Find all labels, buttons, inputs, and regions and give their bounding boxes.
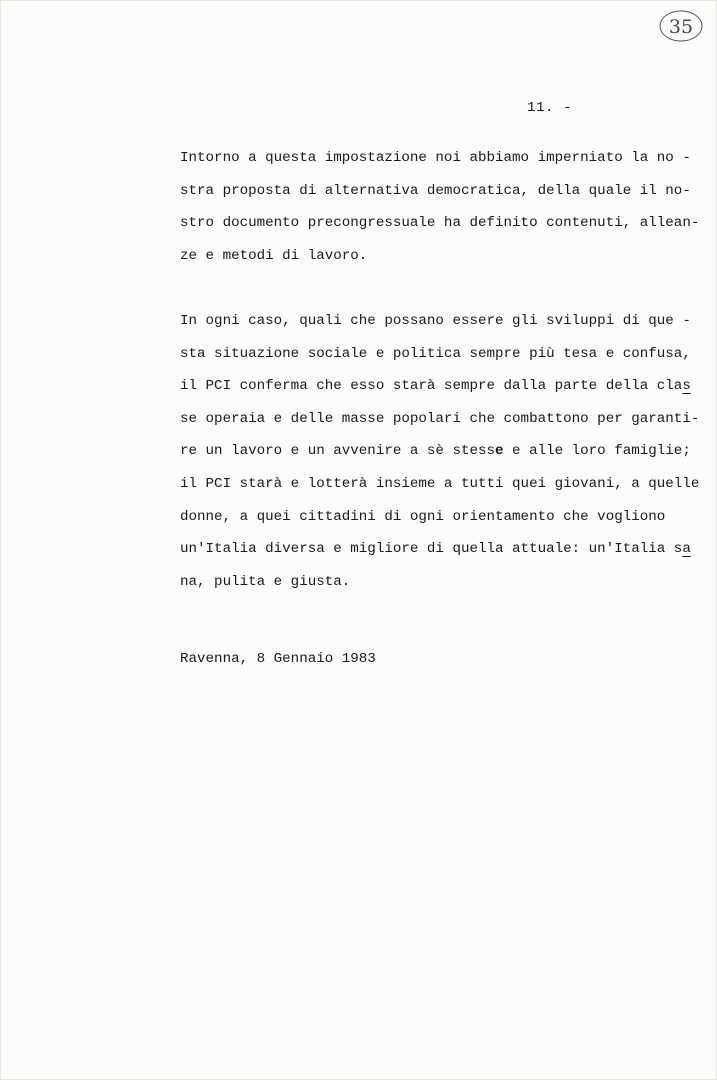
text-line: sta situazione sociale e politica sempre più tesa e confusa, [180, 345, 691, 362]
text-line: stro documento precongressuale ha definito contenuti, allean- [180, 215, 700, 232]
overstruck-character: e [495, 443, 504, 460]
page-number: 11. - [527, 100, 573, 116]
text-segment: re un lavoro e un avvenire a sè stess [180, 443, 496, 460]
underlined-character: s [682, 378, 691, 395]
text-line: na, pulita e giusta. [180, 573, 351, 590]
text-line [180, 443, 699, 476]
text-line: se operaia e delle masse popolari che combattono per garanti- [180, 410, 700, 427]
archive-page-stamp [655, 8, 705, 44]
text-line: stra proposta di alternativa democratica, della quale il no- [180, 182, 691, 199]
text-line: donne, a quei cittadini di ogni orientamento che vogliono [180, 508, 666, 525]
text-line: ze e metodi di lavoro. [180, 247, 368, 264]
text-line [180, 378, 699, 411]
text-segment: un'Italia diversa e migliore di quella attuale: un'Italia s [180, 541, 683, 558]
paragraph-2 [180, 313, 699, 606]
closing-place-date [180, 651, 376, 684]
underlined-character: a [682, 541, 691, 558]
text-segment: e alle loro famiglie; [503, 443, 691, 460]
text-line: il PCI starà e lotterà insieme a tutti quei giovani, a quelle [180, 475, 700, 492]
place-date-line: Ravenna, 8 Gennaio 1983 [180, 651, 376, 667]
stamp-circle-icon [655, 8, 705, 44]
paragraph-1 [180, 150, 699, 280]
text-line: Intorno a questa impostazione noi abbiamo imperniato la no - [180, 150, 691, 166]
stamp-number: 35 [668, 16, 694, 38]
text-line: In ogni caso, quali che possano essere gli sviluppi di que - [180, 313, 691, 329]
text-segment: il PCI conferma che esso starà sempre dalla parte della cla [180, 378, 683, 395]
text-line [180, 541, 699, 574]
